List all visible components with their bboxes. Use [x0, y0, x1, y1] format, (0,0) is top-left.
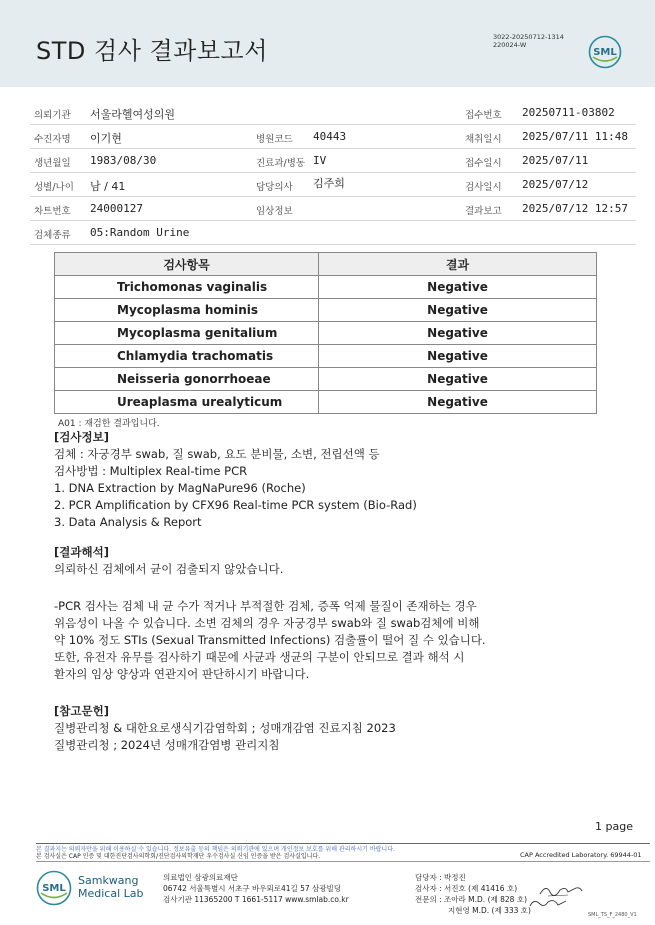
- reference-1: 질병관리청 & 대한요로생식기감염학회 ; 성매개감염 진료지침 2023: [54, 721, 396, 735]
- table-row: [55, 322, 597, 345]
- staff-row-2: [415, 883, 531, 894]
- report-header: [0, 0, 655, 87]
- brand-line-2: Medical Lab: [78, 887, 144, 900]
- test-info-section: [54, 429, 417, 531]
- interpretation-line-5: 환자의 임상 양상과 연관지어 판단하시기 바랍니다.: [54, 667, 310, 681]
- patient-label: 수진자명: [34, 134, 71, 145]
- document-code-line-2: 220024-W: [493, 41, 527, 49]
- document-code-line-1: 3022-20250712-1314: [493, 33, 564, 41]
- report-title: STD 검사 결과보고서: [36, 37, 268, 65]
- col-result-header: 결과: [319, 253, 597, 276]
- footer-brand: [78, 874, 144, 900]
- staff-3-label: 전문의 :: [415, 895, 442, 904]
- institution-label: 의뢰기관: [34, 110, 71, 121]
- test-info-step-3: 3. Data Analysis & Report: [54, 515, 202, 529]
- footer-sml-logo: [36, 870, 72, 906]
- chart-no-value: 24000127: [90, 202, 143, 215]
- contact-line: 검사기관 11365200 T 1661-5117 www.smlab.co.kr: [163, 895, 349, 904]
- staff-2-name: 서진호 (제 41416 호): [444, 884, 518, 893]
- interpretation-summary: 의뢰하신 검체에서 균이 검출되지 않았습니다.: [54, 562, 284, 576]
- document-code: [493, 33, 564, 49]
- test-item: Chlamydia trachomatis: [55, 345, 319, 368]
- interpretation-line-1: -PCR 검사는 검체 내 균 수가 적거나 부적절한 검체, 증폭 억제 물질이 존재하는 경우: [54, 599, 477, 613]
- col-item-header: 검사항목: [55, 253, 319, 276]
- sex-age-value: 남 / 41: [90, 180, 126, 193]
- interpretation-line-4: 또한, 유전자 유무를 검사하기 때문에 사균과 생균의 구분이 안되므로 결과 해석 시: [54, 650, 465, 664]
- test-result: Negative: [319, 299, 597, 322]
- dept-label: 진료과/병동: [256, 158, 306, 169]
- receipt-no-label: 접수번호: [465, 110, 502, 121]
- test-result: Negative: [319, 368, 597, 391]
- interpretation-note: [54, 598, 486, 683]
- specimen-label: 검체종류: [34, 230, 71, 241]
- patient-value: 이기현: [90, 132, 122, 145]
- patient-info: [30, 101, 636, 245]
- table-row: [55, 299, 597, 322]
- test-result: Negative: [319, 322, 597, 345]
- collected-label: 채취일시: [465, 134, 502, 145]
- footer-divider-bottom: [36, 861, 650, 862]
- test-info-heading: [검사정보]: [54, 430, 109, 444]
- table-row: [55, 276, 597, 299]
- dept-value: IV: [313, 154, 327, 167]
- interpretation-line-2: 위음성이 나올 수 있습니다. 소변 검체의 경우 자궁경부 swab와 질 swab검체에 비해: [54, 616, 480, 630]
- staff-2-label: 검사자 :: [415, 884, 442, 893]
- received-label: 접수일시: [465, 158, 502, 169]
- brand-line-1: Samkwang: [78, 874, 139, 887]
- doctor-value: 김주희: [313, 177, 345, 190]
- interpretation-heading: [결과해석]: [54, 545, 109, 559]
- street-address: 06742 서울특별시 서초구 바우뫼로41길 57 삼광빌딩: [163, 884, 342, 893]
- info-row-4: [30, 173, 636, 197]
- test-result: Negative: [319, 345, 597, 368]
- interpretation-section: [54, 544, 283, 578]
- ward-code-value: 40443: [313, 130, 347, 143]
- sml-logo-text: SML: [593, 47, 617, 58]
- test-info-method: 검사방법 : Multiplex Real-time PCR: [54, 464, 248, 478]
- tested-label: 검사일시: [465, 182, 502, 193]
- reported-value: 2025/07/12 12:57: [522, 202, 628, 215]
- table-row: [55, 345, 597, 368]
- test-result: Negative: [319, 391, 597, 414]
- collected-value: 2025/07/11 11:48: [522, 130, 628, 143]
- test-item: Neisseria gonorrhoeae: [55, 368, 319, 391]
- privacy-notice: 본 결과지는 의뢰자만을 위해 이용하실 수 있습니다. 정보유출 등의 책임은 의뢰기관에 있으며 개인정보 보호를 위해 관리하시기 바랍니다.: [36, 846, 395, 853]
- clinical-label: 임상정보: [256, 206, 293, 217]
- results-header-row: [55, 253, 597, 276]
- staff-row-1: [415, 872, 531, 883]
- info-row-6: [30, 221, 636, 245]
- cap-accreditation: CAP Accredited Laboratory. 69944-01: [520, 851, 642, 859]
- table-row: [55, 391, 597, 414]
- page-number: 1 page: [595, 820, 633, 833]
- institution-value: 서울라헬여성의원: [90, 108, 176, 121]
- info-row-1: [30, 101, 636, 125]
- references-section: [54, 703, 396, 754]
- form-code: SML_TS_F_2480_V1: [588, 912, 637, 918]
- references-heading: [참고문헌]: [54, 704, 109, 718]
- sml-logo: [588, 35, 622, 69]
- ward-code-label: 병원코드: [256, 134, 293, 145]
- received-value: 2025/07/11: [522, 154, 589, 167]
- signature-2: [528, 896, 568, 910]
- results-table: [54, 252, 597, 414]
- staff-1-label: 담당자 :: [415, 873, 442, 882]
- test-item: Mycoplasma genitalium: [55, 322, 319, 345]
- reported-label: 결과보고: [465, 206, 502, 217]
- reference-2: 질병관리청 ; 2024년 성매개감염병 관리지침: [54, 738, 280, 752]
- test-item: Trichomonas vaginalis: [55, 276, 319, 299]
- table-row: [55, 368, 597, 391]
- info-row-5: [30, 197, 636, 221]
- footer-address: [163, 872, 349, 905]
- footer-staff: [415, 872, 531, 916]
- staff-3-name: 조아라 M.D. (제 828 호): [444, 895, 527, 904]
- staff-row-3: [415, 894, 531, 905]
- test-item: Mycoplasma hominis: [55, 299, 319, 322]
- foundation-name: 의료법인 삼광의료재단: [163, 873, 238, 882]
- test-info-step-1: 1. DNA Extraction by MagNaPure96 (Roche): [54, 481, 306, 495]
- specimen-value: 05:Random Urine: [90, 226, 190, 239]
- chart-no-label: 차트번호: [34, 206, 71, 217]
- dob-label: 생년월일: [34, 158, 71, 169]
- interpretation-line-3: 약 10% 정도 STIs (Sexual Transmitted Infections) 검출률이 떨어 질 수 있습니다.: [54, 633, 486, 647]
- test-item: Ureaplasma urealyticum: [55, 391, 319, 414]
- test-info-specimen: 검체 : 자궁경부 swab, 질 swab, 요도 분비물, 소변, 전립선액 등: [54, 447, 380, 461]
- tested-value: 2025/07/12: [522, 178, 589, 191]
- doctor-label: 담당의사: [256, 182, 293, 193]
- sex-age-label: 성별/나이: [34, 182, 74, 193]
- info-row-3: [30, 149, 636, 173]
- test-result: Negative: [319, 276, 597, 299]
- staff-4-name: 지현영 M.D. (제 333 호): [448, 906, 531, 915]
- dob-value: 1983/08/30: [90, 154, 157, 167]
- test-info-step-2: 2. PCR Amplification by CFX96 Real-time PCR system (Bio-Rad): [54, 498, 417, 512]
- accreditation-notice: 본 검사실은 CAP 인증 및 대한진단검사의학회/진단검사의학재단 우수검사실 신임 인증을 받은 검사실입니다.: [36, 853, 321, 860]
- retest-note: A01 : 재검한 결과입니다.: [58, 419, 160, 429]
- info-row-2: [30, 125, 636, 149]
- receipt-no-value: 20250711-03802: [522, 106, 615, 119]
- footer-logo-text: SML: [42, 883, 66, 894]
- staff-row-4: [415, 905, 531, 916]
- staff-1-name: 박정진: [444, 873, 466, 882]
